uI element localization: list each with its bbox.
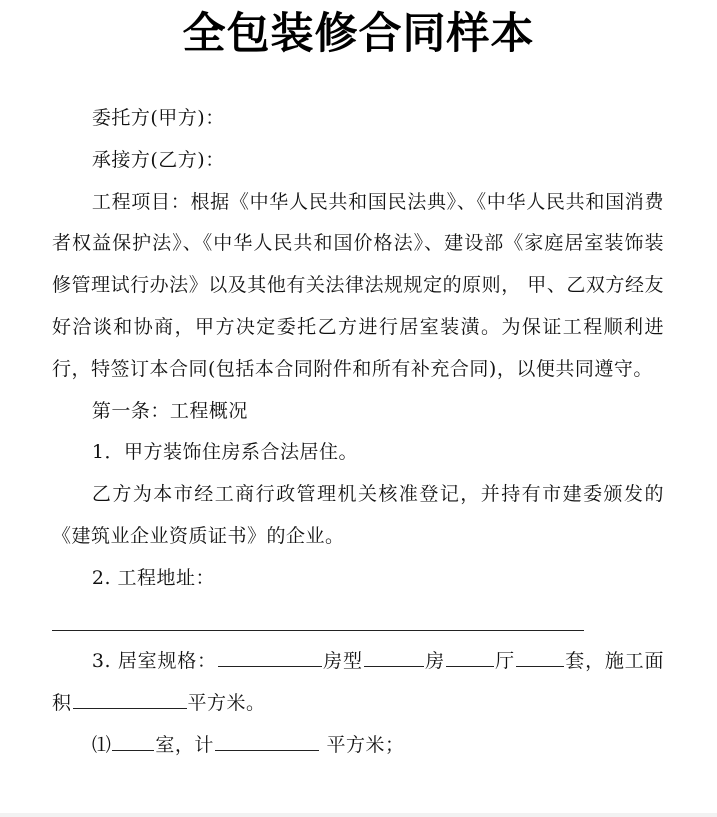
item-3-sets: 套，施工面积 <box>52 650 664 715</box>
item-1: 1．甲方装饰住房系合法居住。 <box>91 441 358 464</box>
sub-1-prefix: ⑴ <box>91 733 112 756</box>
blank-spec <box>218 648 322 667</box>
item-3-prefix: 3. 居室规格： <box>91 650 217 673</box>
item-3-room-spec <box>52 641 664 725</box>
item-3-area-unit: 平方米。 <box>187 692 266 715</box>
party-a-line: 委托方(甲方)： <box>91 107 225 129</box>
blank-sets <box>516 648 564 667</box>
item-1-detail: 乙方为本市经工商行政管理机关核准登记，并持有市建委颁发的《建筑业企业资质证书》的企业。 <box>52 483 664 547</box>
blank-room-count <box>112 732 154 751</box>
item-3-sub-1 <box>52 725 664 767</box>
item-3-rooms: 房 <box>424 650 445 673</box>
item-3-room-type: 房型 <box>322 650 363 673</box>
intro-paragraph: 工程项目：根据《中华人民共和国民法典》、《中华人民共和国消费者权益保护法》、《中华人民共和国价格法》、建设部《家庭居室装饰装修管理试行办法》以及其他有关法律法规规定的原则， 甲、乙双方经友好洽谈和协商，甲方决定委托乙方进行居室装潢。为保证工程顺利进行，特签订本合同(包括本合同附件和所有补充合同)，以便共同遵守。 <box>52 190 664 380</box>
party-b-line: 承接方(乙方)： <box>91 148 225 171</box>
page-bottom-edge <box>0 813 717 817</box>
blank-area <box>73 690 187 709</box>
sub-1-area-unit: 平方米； <box>319 733 405 756</box>
address-blank-line <box>52 600 664 642</box>
item-3-halls: 厅 <box>494 650 515 673</box>
document-title: 全包装修合同样本 <box>182 9 535 59</box>
blank-room-area <box>215 732 319 751</box>
sub-1-room: 室，计 <box>155 733 214 756</box>
blank-rooms <box>364 648 424 667</box>
item-2-address: 2. 工程地址： <box>91 566 216 589</box>
blank-halls <box>446 648 494 667</box>
address-underline <box>52 630 584 631</box>
article-1-heading: 第一条：工程概况 <box>91 399 248 422</box>
document-body <box>52 98 664 767</box>
